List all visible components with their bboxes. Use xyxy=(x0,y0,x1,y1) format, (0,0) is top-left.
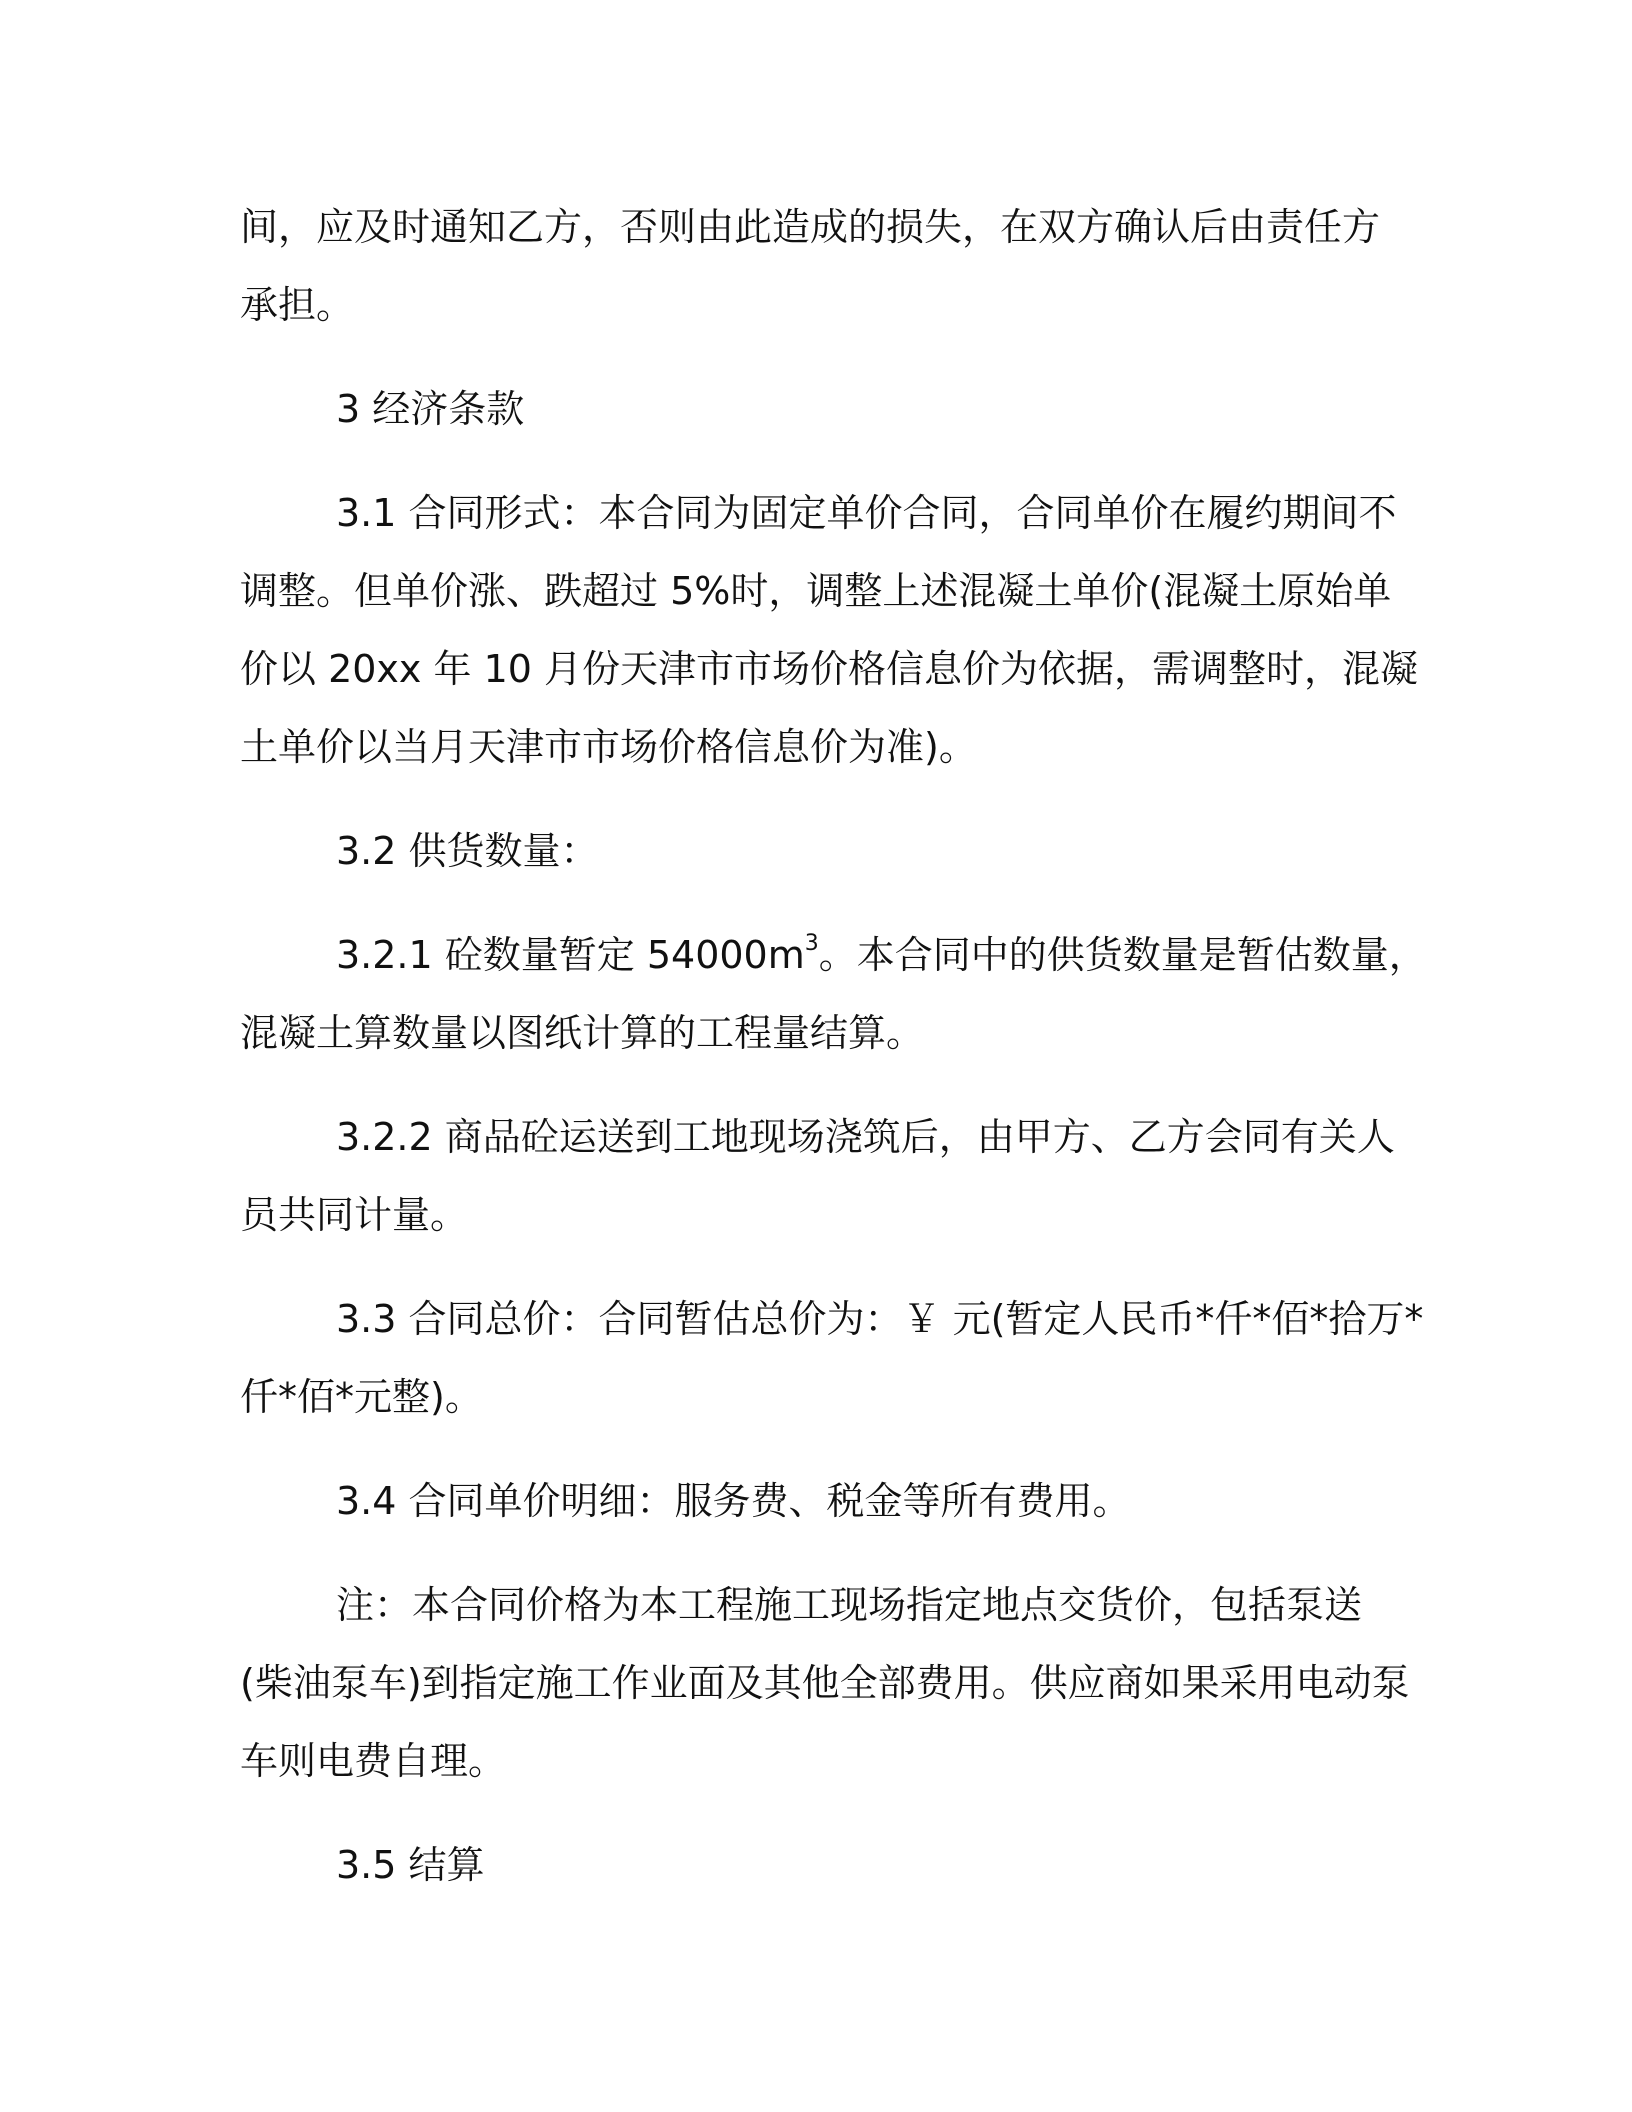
clause-3-5-settlement xyxy=(240,1826,1388,1904)
text-line: 3.4 合同单价明细：服务费、税金等所有费用。 xyxy=(336,1479,1131,1523)
text-line: 3.2 供货数量： xyxy=(336,829,599,873)
clause-3-1-contract-form xyxy=(240,474,1419,786)
text-line: 3 经济条款 xyxy=(336,387,525,431)
note-price-scope xyxy=(240,1566,1410,1800)
text-line: 土单价以当月天津市市场价格信息价为准)。 xyxy=(240,725,977,769)
text-line xyxy=(240,916,1427,994)
text-line: 员共同计量。 xyxy=(240,1193,469,1237)
text-line: 注：本合同价格为本工程施工现场指定地点交货价，包括泵送 xyxy=(336,1583,1363,1627)
superscript-cubic: 3 xyxy=(804,931,819,957)
clause-3-3-total-price xyxy=(240,1280,1424,1436)
text-line: 3.5 结算 xyxy=(336,1843,485,1887)
document-body xyxy=(240,188,1427,1904)
text-line: 混凝土算数量以图纸计算的工程量结算。 xyxy=(240,1011,925,1055)
text-line: 3.2.2 商品砼运送到工地现场浇筑后，由甲方、乙方会同有关人 xyxy=(336,1115,1395,1159)
text-line: 价以 20xx 年 10 月份天津市市场价格信息价为依据，需调整时，混凝 xyxy=(240,647,1419,691)
clause-3-2-1-concrete-quantity xyxy=(240,916,1427,1072)
section-heading-economic-terms xyxy=(240,370,1388,448)
clause-3-2-2-measurement xyxy=(240,1098,1395,1254)
paragraph-notice-continuation xyxy=(240,188,1388,344)
text-line: 间，应及时通知乙方，否则由此造成的损失，在双方确认后由责任方 xyxy=(240,205,1381,249)
text-run: 3.2.1 砼数量暂定 54000m xyxy=(336,933,805,977)
clause-3-2-supply-quantity xyxy=(240,812,1388,890)
text-line: 车则电费自理。 xyxy=(240,1739,507,1783)
text-line: 3.1 合同形式：本合同为固定单价合同，合同单价在履约期间不 xyxy=(336,491,1397,535)
text-line: 3.3 合同总价：合同暂估总价为：￥ 元(暂定人民币*仟*佰*拾万* xyxy=(336,1297,1424,1341)
text-line: (柴油泵车)到指定施工作业面及其他全部费用。供应商如果采用电动泵 xyxy=(240,1661,1410,1705)
text-line: 承担。 xyxy=(240,283,355,327)
text-line: 仟*佰*元整)。 xyxy=(240,1375,483,1419)
text-run: 。本合同中的供货数量是暂估数量， xyxy=(818,933,1427,977)
text-line: 调整。但单价涨、跌超过 5%时，调整上述混凝土单价(混凝土原始单 xyxy=(240,569,1392,613)
clause-3-4-unit-price-details xyxy=(240,1462,1388,1540)
